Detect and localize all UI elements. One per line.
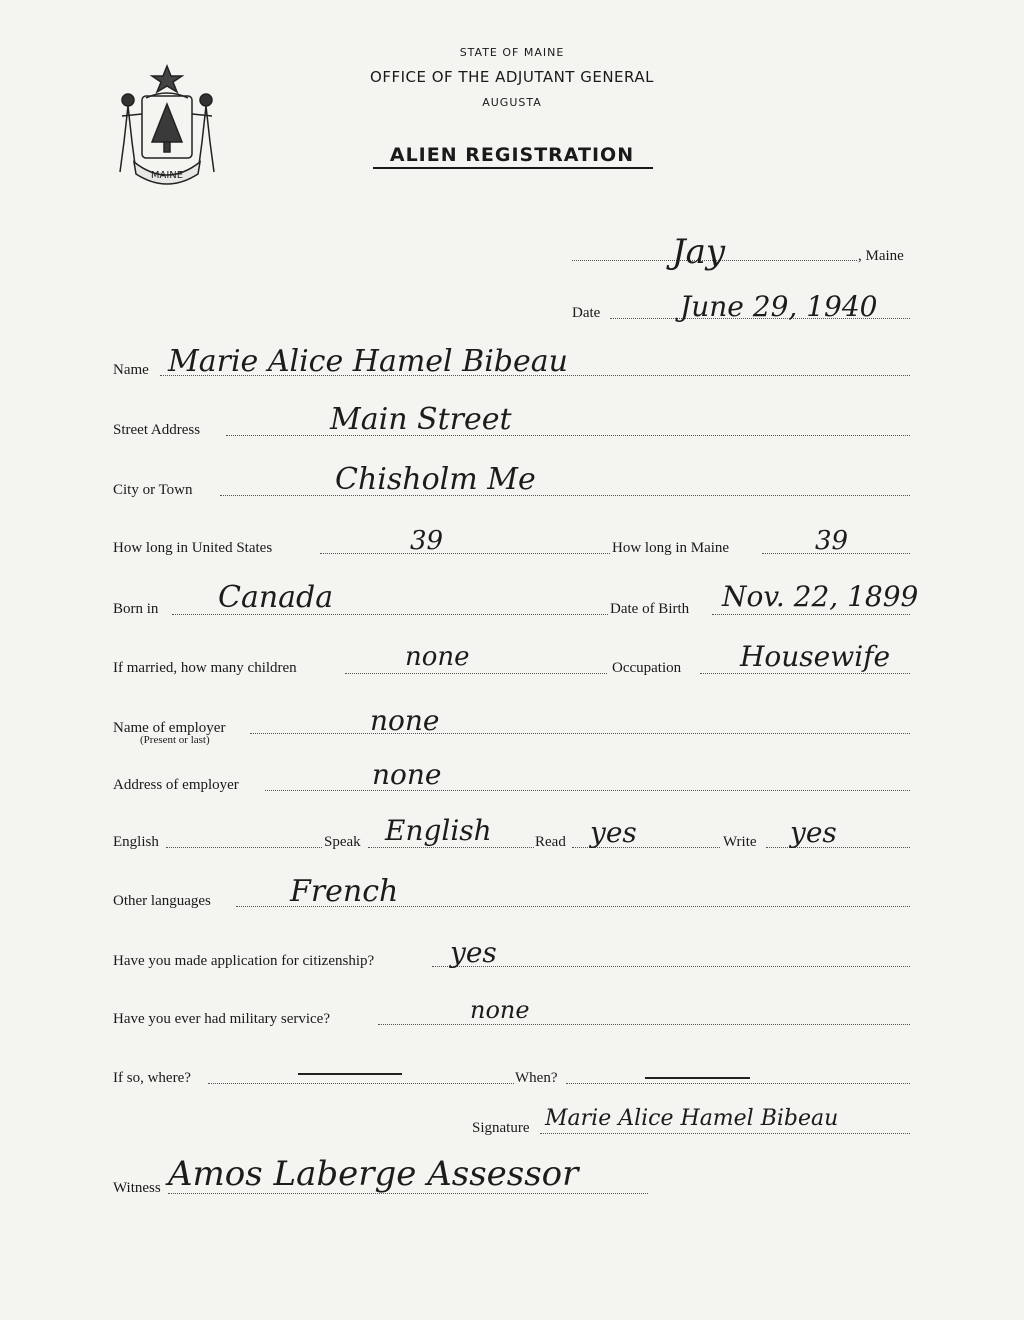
employer-sublabel: (Present or last) <box>140 734 210 746</box>
dob-label: Date of Birth <box>610 601 690 617</box>
signature-value: Marie Alice Hamel Bibeau <box>545 1106 839 1131</box>
occupation-label: Occupation <box>612 660 682 676</box>
citizenship-label: Have you made application for citizenship? <box>113 953 375 969</box>
write-value: yes <box>790 816 837 849</box>
speak-line <box>368 847 534 848</box>
read-label: Read <box>535 834 566 850</box>
name-value: Marie Alice Hamel Bibeau <box>168 344 568 379</box>
city-line <box>220 495 910 496</box>
employer-label: Name of employer <box>113 720 226 736</box>
where-line <box>208 1083 514 1084</box>
born-label: Born in <box>113 601 159 617</box>
employer-address-value: none <box>372 758 442 791</box>
city-label: City or Town <box>113 482 193 498</box>
employer-address-line <box>265 790 910 791</box>
us-years-line <box>320 553 610 554</box>
english-label: English <box>113 834 159 850</box>
when-line <box>566 1083 910 1084</box>
english-line <box>166 847 322 848</box>
name-label: Name <box>113 362 149 378</box>
military-label: Have you ever had military service? <box>113 1011 330 1027</box>
citizenship-line <box>432 966 910 967</box>
witness-label: Witness <box>113 1180 161 1196</box>
employer-value: none <box>370 704 440 737</box>
other-languages-value: French <box>290 874 399 909</box>
place-suffix: , Maine <box>858 248 904 264</box>
when-label: When? <box>515 1070 558 1086</box>
occupation-value: Housewife <box>740 640 891 673</box>
children-value: none <box>405 642 470 672</box>
occupation-line <box>700 673 910 674</box>
header-state: STATE OF MAINE <box>459 46 565 59</box>
date-value: June 29, 1940 <box>680 290 878 323</box>
where-label: If so, where? <box>113 1070 191 1086</box>
header-office: OFFICE OF THE ADJUTANT GENERAL <box>370 68 654 86</box>
read-value: yes <box>590 816 637 849</box>
dob-value: Nov. 22, 1899 <box>722 580 919 613</box>
maine-years-label: How long in Maine <box>612 540 730 556</box>
seal-text: MAINE <box>150 170 184 181</box>
title-underline <box>373 167 653 169</box>
military-value: none <box>470 996 530 1024</box>
signature-label: Signature <box>472 1120 530 1136</box>
where-dash <box>298 1073 402 1075</box>
children-line <box>345 673 607 674</box>
speak-value: English <box>385 814 492 847</box>
signature-line <box>540 1133 910 1134</box>
witness-value: Amos Laberge Assessor <box>168 1154 579 1194</box>
other-languages-label: Other languages <box>113 893 211 909</box>
children-label: If married, how many children <box>113 660 297 676</box>
write-label: Write <box>723 834 757 850</box>
when-dash <box>645 1077 750 1079</box>
form-title: ALIEN REGISTRATION <box>389 144 635 166</box>
employer-line <box>250 733 910 734</box>
maine-years-value: 39 <box>815 526 849 556</box>
us-years-label: How long in United States <box>113 540 273 556</box>
speak-label: Speak <box>324 834 361 850</box>
military-line <box>378 1024 910 1025</box>
employer-address-label: Address of employer <box>113 777 239 793</box>
street-line <box>226 435 910 436</box>
street-label: Street Address <box>113 422 201 438</box>
place-value: Jay <box>672 232 726 272</box>
header-city: AUGUSTA <box>482 96 542 109</box>
write-line <box>766 847 910 848</box>
born-value: Canada <box>218 580 334 615</box>
us-years-value: 39 <box>410 526 444 556</box>
street-value: Main Street <box>330 402 512 437</box>
date-label: Date <box>572 305 601 321</box>
dob-line <box>712 614 910 615</box>
city-value: Chisholm Me <box>335 462 536 497</box>
citizenship-value: yes <box>450 936 497 969</box>
